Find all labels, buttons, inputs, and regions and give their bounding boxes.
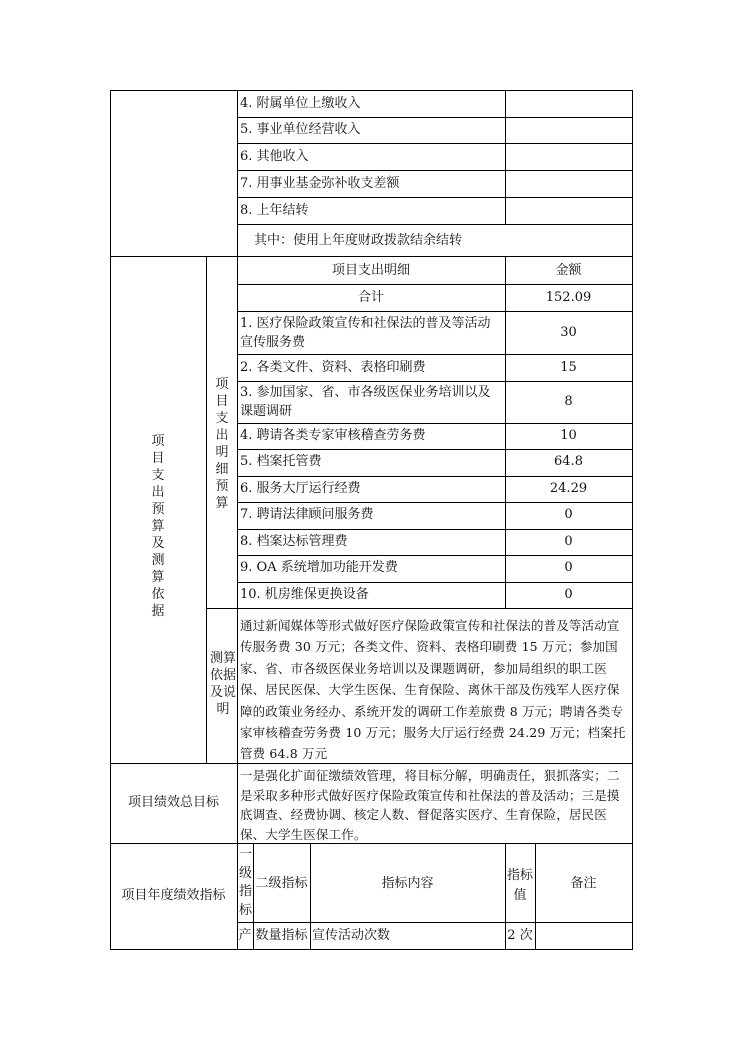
- expense-item-name: 10. 机房维保更换设备: [240, 587, 369, 602]
- detail-budget-label: 项目支出明细预算: [215, 377, 229, 511]
- expense-item-name: 6. 服务大厅运行经费: [240, 481, 361, 496]
- detail-header-amount: 金额: [555, 263, 582, 278]
- total-value: 152.09: [545, 290, 592, 305]
- expense-item-name: 2. 各类文件、资料、表格印刷费: [240, 360, 426, 375]
- performance-goal-text: 一是强化扩面征缴绩效管理，将目标分解，明确责任，狠抓落实；二是采取多种形式做好医疗保险政策宣传和社保法的普及活动；三是摸底调查、经费协调、核定人数、督促落实医疗、生育保险，居民医保、大学生医保工作。: [240, 768, 620, 842]
- income-row-label: 4. 附属单位上缴收入: [240, 96, 361, 111]
- expense-item-name: 4. 聘请各类专家审核稽查劳务费: [240, 428, 426, 443]
- col-content-header: 指标内容: [381, 876, 434, 891]
- expense-item-amount: 64.8: [554, 454, 583, 469]
- expense-item-name: 3. 参加国家、省、市各级医保业务培训以及: [240, 385, 491, 400]
- expense-item-name: 7. 聘请法律顾问服务费: [240, 507, 374, 522]
- expense-item-name: 5. 档案托管费: [240, 454, 322, 469]
- indicator-value: 2 次: [507, 928, 533, 943]
- expense-item-name: 宣传服务费: [240, 335, 306, 350]
- performance-goal-label: 项目绩效总目标: [127, 795, 219, 810]
- expense-item-amount: 8: [564, 394, 573, 409]
- expense-item-amount: 0: [564, 507, 573, 522]
- expense-item-amount: 0: [564, 560, 573, 575]
- expense-item-amount: 0: [564, 534, 573, 549]
- income-row-label: 6. 其他收入: [240, 149, 309, 164]
- expense-item-amount: 10: [560, 428, 577, 443]
- expense-item-amount: 30: [560, 325, 577, 340]
- detail-header-item: 项目支出明细: [331, 263, 410, 278]
- indicator-content: 宣传活动次数: [312, 928, 391, 943]
- income-row-label: 8. 上年结转: [240, 203, 309, 218]
- calc-basis-text: 通过新闻媒体等形式做好医疗保险政策宣传和社保法的普及等活动宣传服务费 30 万元；各类文件、资料、表格印刷费 15 万元；参加国家、省、市各级医保业务培训以及课题调研，参加局组织的职工医保、居民医保、大学生医保、生育保险、离休干部及伤残军人医疗保障的政策业务经办、系统开发的调研工作差旅费 8 万元；聘请各类专家审核稽查劳务费 10 万元；服务大厅运行经费 24.29 万元；档案托管费 64.8 万元: [240, 618, 626, 762]
- expense-item-name: 1. 医疗保险政策宣传和社保法的普及等活动: [240, 316, 491, 331]
- indicator-level1: 产: [238, 928, 252, 943]
- indicator-level2: 数量指标: [255, 928, 308, 943]
- expense-item-amount: 15: [560, 360, 577, 375]
- expense-item-name: 课题调研: [240, 404, 293, 419]
- expense-item-name: 8. 档案达标管理费: [240, 534, 348, 549]
- expense-item-name: 9. OA 系统增加功能开发费: [240, 560, 398, 575]
- income-note: 其中：使用上年度财政拨款结余结转: [254, 233, 463, 248]
- col-level1-header: 一级指标: [238, 847, 252, 918]
- expense-item-amount: 0: [564, 587, 573, 602]
- income-row-label: 7. 用事业基金弥补收支差额: [240, 176, 400, 191]
- col-remark-header: 备注: [570, 876, 597, 891]
- income-row-label: 5. 事业单位经营收入: [240, 122, 361, 137]
- expense-section-label: 项目支出预算及测算依据: [151, 434, 165, 619]
- annual-indicators-label: 项目年度绩效指标: [121, 888, 226, 903]
- col-value-header: 指标值: [506, 868, 533, 903]
- calc-basis-label: 测算依据及说明: [209, 651, 236, 717]
- col-level2-header: 二级指标: [255, 876, 308, 891]
- expense-item-amount: 24.29: [549, 481, 588, 496]
- total-label: 合计: [357, 290, 384, 305]
